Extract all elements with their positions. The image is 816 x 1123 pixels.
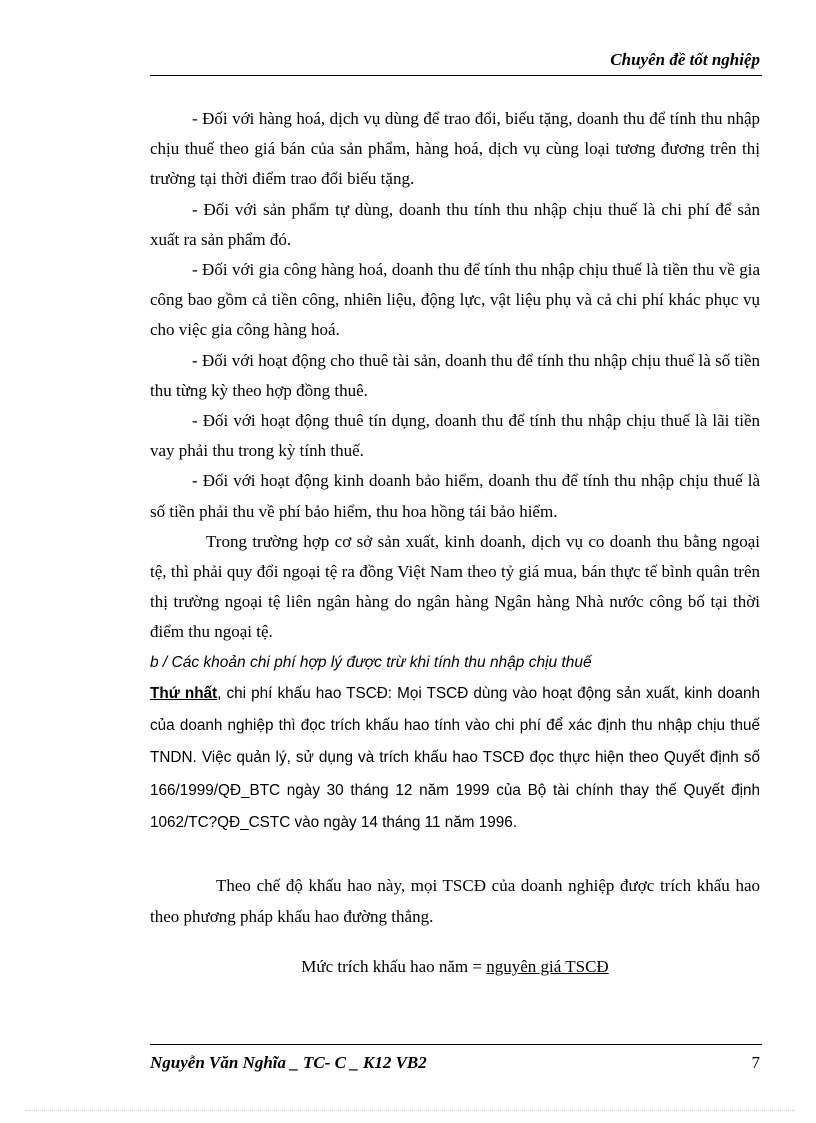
- section-paragraph: [150, 678, 760, 839]
- page-frame-line: [25, 1110, 795, 1111]
- paragraph: - Đối với hoạt động kinh doanh bảo hiểm, doanh thu để tính thu nhập chịu thuế là số tiền phải thu về phí bảo hiểm, thu hoa hồng tái bảo hiểm.: [150, 471, 760, 521]
- paragraph: Theo chế độ khấu hao này, mọi TSCĐ của doanh nghiệp được trích khấu hao theo phương pháp khấu hao đường thẳng.: [150, 876, 760, 926]
- header-title: Chuyên đề tốt nghiệp: [610, 50, 760, 69]
- header-rule: [150, 75, 762, 76]
- paragraph: - Đối với hoạt động cho thuê tài sản, doanh thu để tính thu nhập chịu thuế là số tiền thu từng kỳ theo hợp đồng thuê.: [150, 350, 760, 400]
- paragraph: - Đối với gia công hàng hoá, doanh thu để tính thu nhập chịu thuế là tiền thu về gia công bao gồm cả tiền công, nhiên liệu, động lực, vật liệu phụ và cả chi phí khác phục vụ cho việc gia công hàng hoá.: [150, 260, 760, 340]
- spacer: [150, 932, 760, 952]
- paragraph: - Đối với hoạt động thuê tín dụng, doanh thu để tính thu nhập chịu thuế là lãi tiền vay phải thu trong kỳ tính thuế.: [150, 411, 760, 461]
- formula-left: Mức trích khấu hao năm =: [301, 956, 487, 976]
- document-body: [150, 104, 760, 982]
- paragraph: Trong trường hợp cơ sở sản xuất, kinh doanh, dịch vụ co doanh thu bằng ngoại tệ, thì phải quy đổi ngoại tệ ra đồng Việt Nam theo tỷ giá mua, bán thực tế bình quân trên thị trường ngoại tệ liên ngân hàng do ngân hàng Ngân hàng Nhà nước công bố tại thời điểm thu ngoại tệ.: [150, 531, 760, 642]
- footer-author: Nguyễn Văn Nghĩa _ TC- C _ K12 VB2: [150, 1053, 427, 1072]
- section-lead: Thứ nhất: [150, 684, 218, 702]
- paragraph: - Đối với sản phẩm tự dùng, doanh thu tính thu nhập chịu thuế là chi phí để sản xuất ra sản phẩm đó.: [150, 199, 760, 249]
- page-number: 7: [751, 1053, 760, 1072]
- subheading: b / Các khoản chi phí hợp lý được trừ khi tính thu nhập chịu thuế: [150, 653, 592, 671]
- section-text: , chi phí khấu hao TSCĐ: Mọi TSCĐ dùng vào hoạt động sản xuất, kinh doanh của doanh nghiệp thì đọc trích khấu hao tính vào chi phí để xác định thu nhập chịu thuế TNDN. Việc quản lý, sử dụng và trích khấu hao TSCĐ đọc thực hiện theo Quyết định số 166/1999/QĐ_BTC ngày 30 tháng 12 năm 1999 của Bộ tài chính thay thế Quyết định 1062/TC?QĐ_CSTC vào ngày 14 tháng 11 năm 1996.: [150, 684, 760, 832]
- paragraph: - Đối với hàng hoá, dịch vụ dùng để trao đổi, biếu tặng, doanh thu để tính thu nhập chịu thuế theo giá bán của sản phẩm, hàng hoá, dịch vụ cùng loại tương đương trên thị trường tại thời điểm trao đổi biếu tặng.: [150, 109, 760, 189]
- formula-numerator: nguyên giá TSCĐ: [486, 956, 609, 976]
- spacer: [150, 839, 760, 871]
- footer-rule: [150, 1044, 762, 1045]
- formula: [150, 952, 760, 982]
